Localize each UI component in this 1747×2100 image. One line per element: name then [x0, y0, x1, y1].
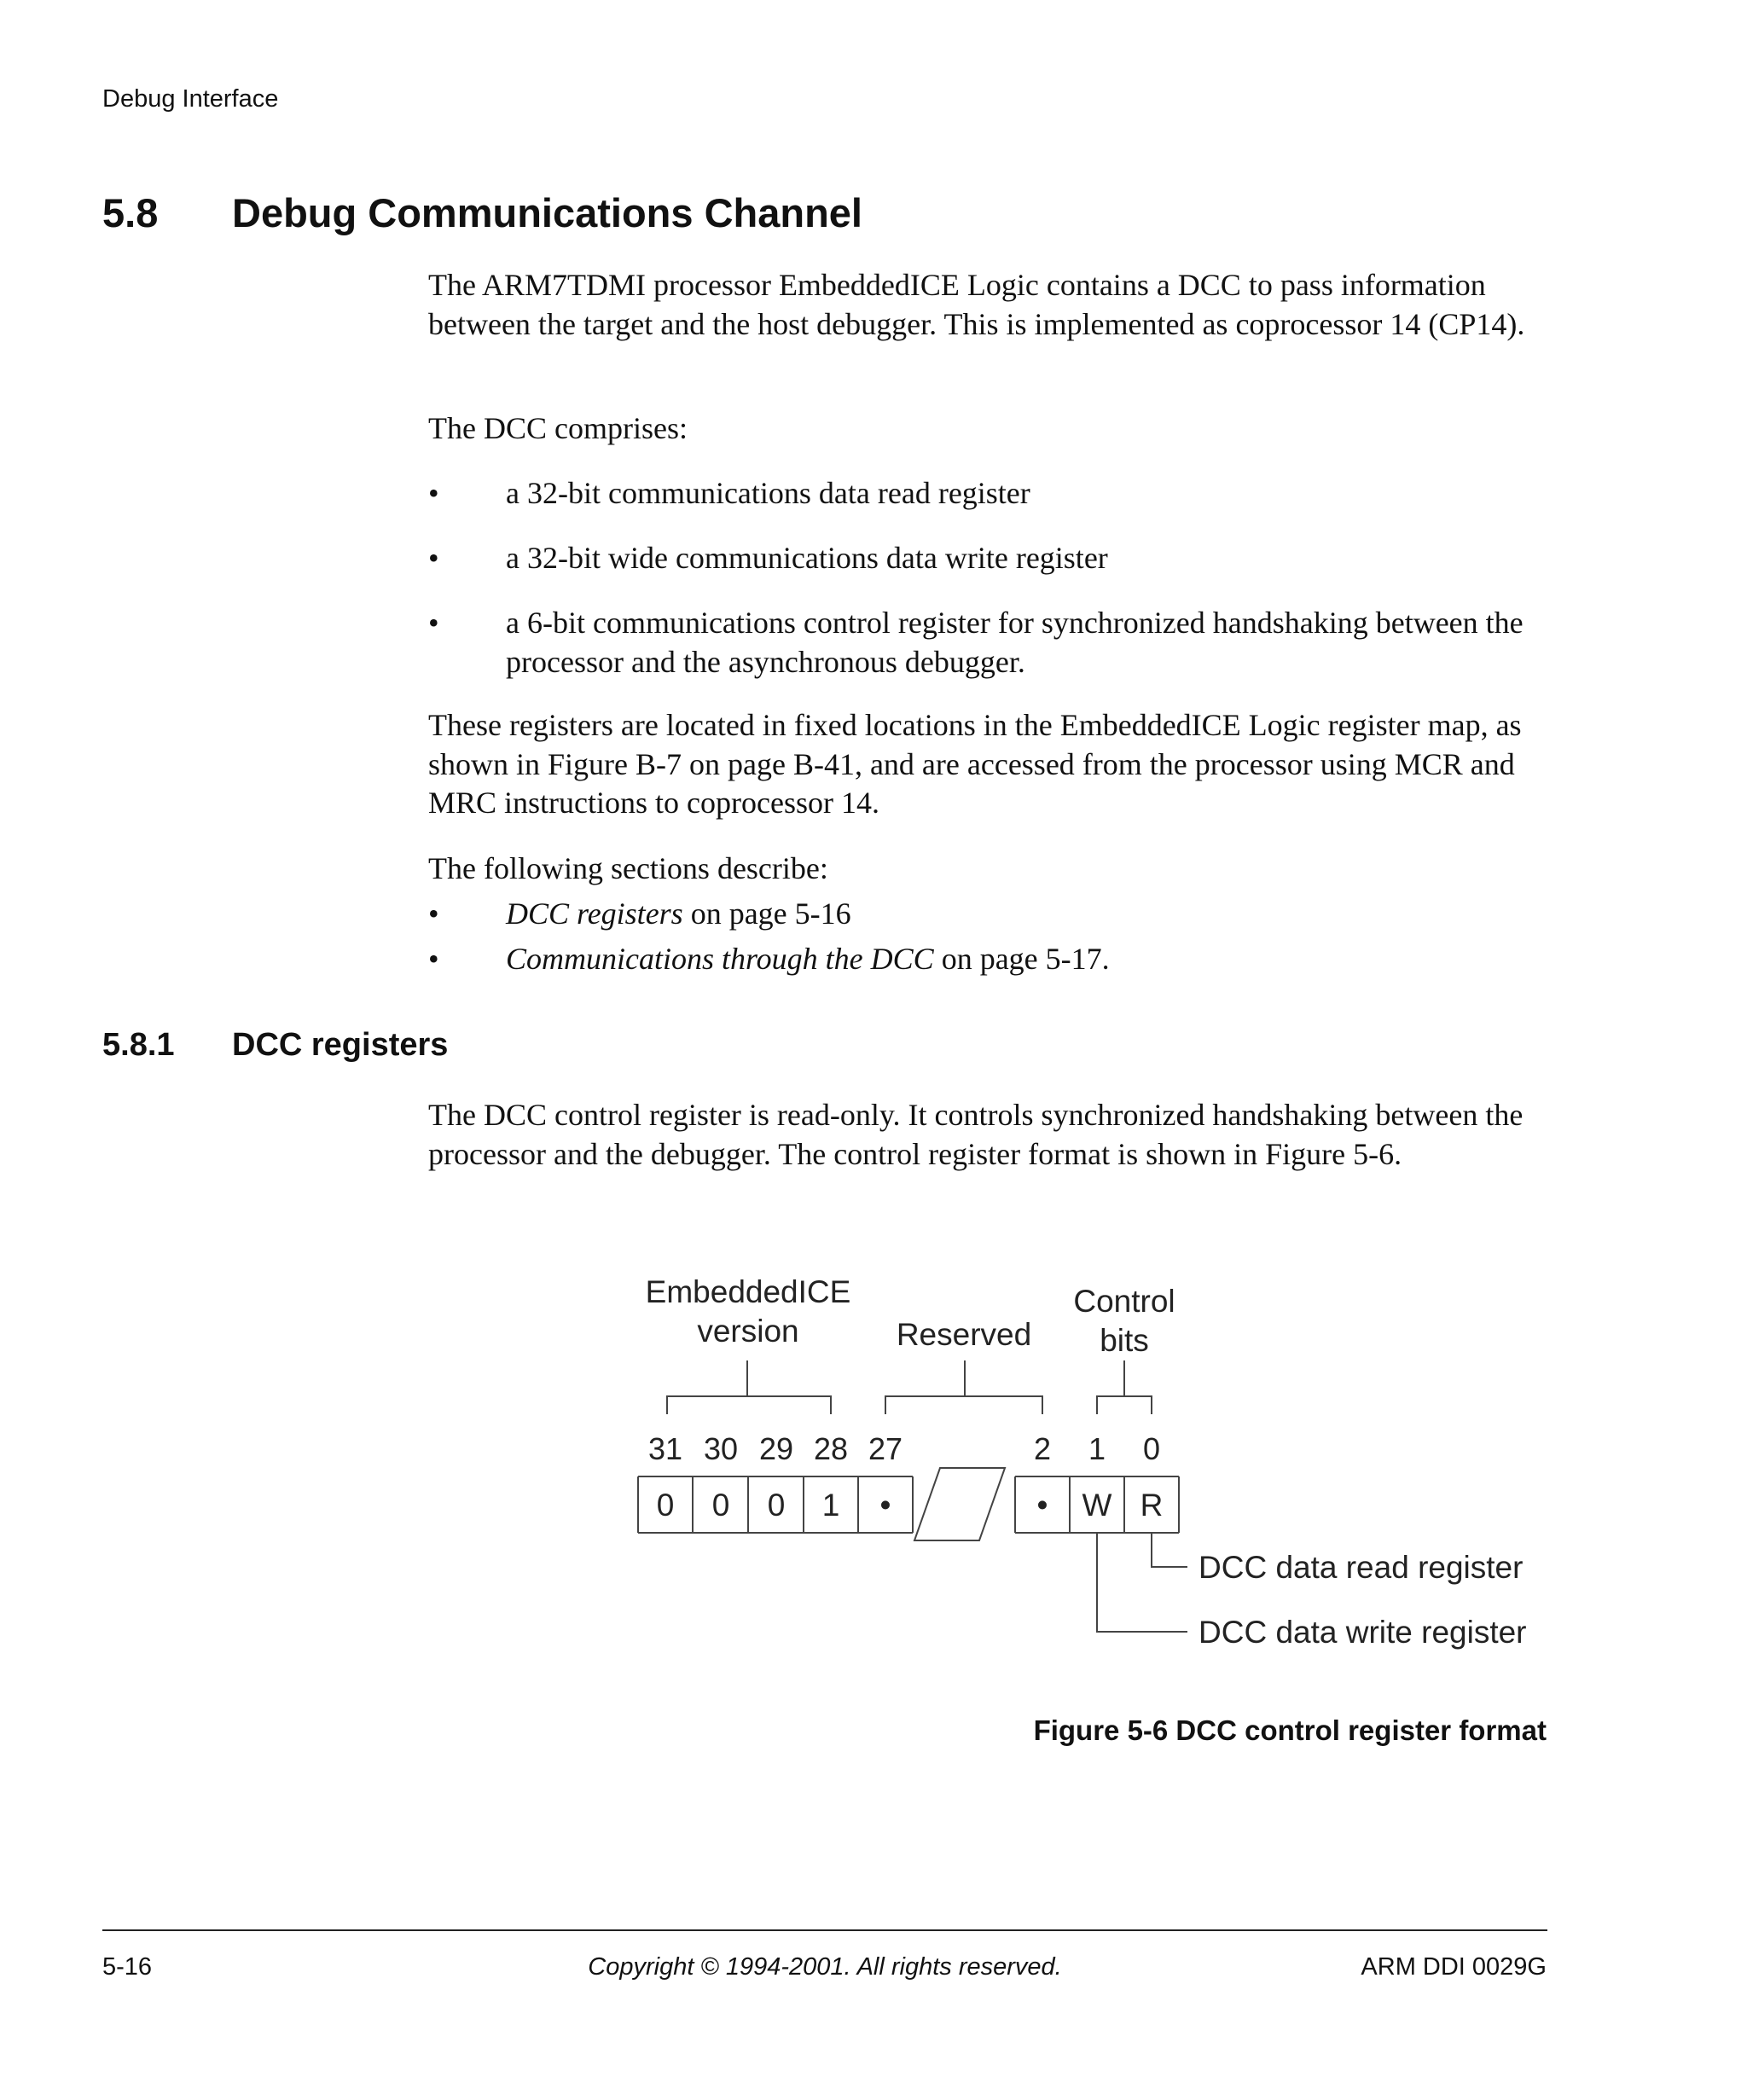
bullet-icon: •	[428, 541, 439, 575]
bullet-icon: •	[428, 942, 439, 976]
copyright-notice: Copyright © 1994-2001. All rights reserved.	[588, 1953, 1062, 1981]
break-symbol	[914, 1468, 1005, 1540]
link-communications-through-dcc[interactable]: Communications through the DCC	[506, 942, 934, 976]
bit-number: 28	[813, 1431, 849, 1466]
bracket-version	[667, 1360, 831, 1414]
location-paragraph: These registers are located in fixed locations in the EmbeddedICE Logic register map, as shown in Figure B-7 on page B-41, and are accessed from the processor using MCR and MRC instructions to coprocessor 14.	[428, 708, 1522, 820]
label-control-line1: Control	[1073, 1284, 1175, 1319]
bit-number: 0	[1142, 1431, 1161, 1466]
intro-paragraph: The ARM7TDMI processor EmbeddedICE Logic contains a DCC to pass information between the target and the host debugger. This is implemented as coprocessor 14 (CP14).	[428, 268, 1525, 341]
label-version-line2: version	[697, 1314, 799, 1349]
bit-number: 31	[647, 1431, 683, 1466]
cell-value: 0	[656, 1488, 675, 1523]
cell-value-dot: •	[1036, 1488, 1048, 1523]
bracket-reserved	[885, 1360, 1042, 1414]
subsection-title: DCC registers	[232, 1027, 449, 1063]
cell-value-dot: •	[879, 1488, 891, 1523]
cell-value-w: W	[1082, 1488, 1112, 1523]
callout-read: DCC data read register	[1199, 1550, 1524, 1585]
bit-number: 1	[1088, 1431, 1106, 1466]
label-version-line1: EmbeddedICE	[645, 1274, 851, 1309]
bullet-icon: •	[428, 896, 439, 931]
cell-value: 0	[767, 1488, 786, 1523]
label-control-line2: bits	[1100, 1323, 1149, 1358]
callout-line-write	[1097, 1533, 1187, 1632]
section-number: 5.8	[102, 190, 159, 235]
bullet-icon: •	[428, 606, 439, 640]
subsection-number: 5.8.1	[102, 1027, 175, 1063]
document-id: ARM DDI 0029G	[1361, 1953, 1547, 1981]
cell-value: 1	[821, 1488, 840, 1523]
page-number: 5-16	[102, 1953, 153, 1981]
bit-number: 30	[703, 1431, 739, 1466]
bullet-icon: •	[428, 476, 439, 510]
link-dcc-registers[interactable]: DCC registers	[506, 896, 683, 931]
bracket-control	[1097, 1360, 1152, 1414]
label-reserved: Reserved	[896, 1317, 1032, 1352]
comprises-lead: The DCC comprises:	[428, 411, 688, 445]
following-lead: The following sections describe:	[428, 851, 828, 885]
section-title: Debug Communications Channel	[232, 190, 862, 235]
callout-line-read	[1152, 1533, 1187, 1567]
figure-caption: Figure 5-6 DCC control register format	[1033, 1714, 1547, 1746]
cell-value: 0	[711, 1488, 730, 1523]
bit-number: 29	[758, 1431, 794, 1466]
cell-value-r: R	[1140, 1488, 1164, 1523]
footer-divider	[102, 1929, 1547, 1931]
running-header: Debug Interface	[102, 85, 279, 113]
subsection-paragraph: The DCC control register is read-only. It controls synchronized handshaking between the processor and the debugger. The control register format is shown in Figure 5-6.	[428, 1098, 1524, 1171]
bit-number: 2	[1033, 1431, 1052, 1466]
callout-write: DCC data write register	[1199, 1615, 1527, 1650]
bit-number: 27	[868, 1431, 903, 1466]
